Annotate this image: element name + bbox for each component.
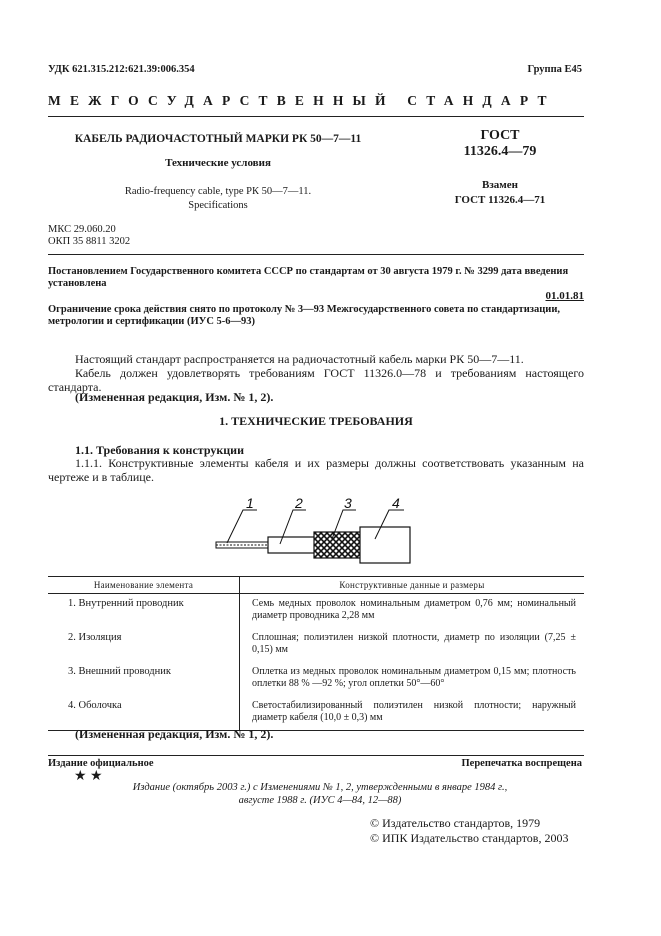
english-title-line1: Radio-frequency cable, type РК 50—7—11. [124, 186, 312, 197]
construction-table [48, 576, 584, 731]
stars-icon: ★ ★ [74, 769, 103, 784]
gost-label: ГОСТ [480, 128, 520, 143]
callout-label-2: 2 [295, 495, 303, 511]
codes-divider [48, 254, 584, 255]
replaces-value: ГОСТ 11326.4—71 [454, 194, 546, 206]
table-cell-data: Сплошная; полиэтилен низкой плотности, диаметр по изоляции (7,25 ± 0,15) мм [252, 632, 576, 655]
limitation-text: Ограничение срока действия снято по протоколу № 3—93 Межгосударственного совета по стандартизации, метрологии и сертификации (ИУС 5-6—93) [48, 304, 561, 327]
callout-label-3: 3 [344, 495, 352, 511]
effective-date: 01.01.81 [545, 290, 584, 302]
table-cell-data: Оплетка из медных проволок номинальным диаметром 0,15 мм; плотность оплетки 88 % —92 %; угол оплетки 50°—60° [252, 666, 576, 689]
okp-code: ОКП 35 8811 3202 [48, 236, 131, 247]
copyright-1979: © Издательство стандартов, 1979 [370, 816, 541, 830]
table-row [48, 662, 584, 696]
cable-cross-section-diagram [210, 494, 420, 564]
table-cell-data: Светостабилизированный полиэтилен низкой плотности; наружный диаметр кабеля (10,0 ± 0,3) мм [240, 696, 585, 731]
table-cell-element: 3. Внешний проводник [48, 662, 240, 696]
callout-label-4: 4 [392, 495, 400, 511]
edition-note [120, 781, 520, 807]
section-heading: 1. ТЕХНИЧЕСКИЕ ТРЕБОВАНИЯ [219, 414, 413, 428]
table-cell-element: 4. Оболочка [48, 696, 240, 731]
document-subtitle: Технические условия [165, 157, 271, 169]
classification-codes [48, 224, 130, 248]
gost-number [410, 128, 590, 160]
table-row [48, 628, 584, 662]
english-title-line2: Specifications [188, 200, 248, 211]
amendment-note-2: (Измененная редакция, Изм. № 1, 2). [75, 727, 274, 741]
amendment-note-1: (Измененная редакция, Изм. № 1, 2). [75, 390, 274, 404]
table-row [48, 594, 584, 629]
standard-banner: МЕЖГОСУДАРСТВЕННЫЙ СТАНДАРТ [48, 93, 556, 108]
table-cell-data: Семь медных проволок номинальным диаметром 0,76 мм; номинальный диаметр проводника 2,28 мм [252, 598, 576, 621]
header-divider [48, 116, 584, 117]
table-cell-element: 2. Изоляция [48, 628, 240, 662]
column-header-element: Наименование элемента [48, 577, 240, 594]
mks-code: МКС 29.060.20 [48, 224, 116, 235]
decree-text: Постановлением Государственного комитета СССР по стандартам от 30 августа 1979 г. № 3299 дата введения установлена [48, 266, 569, 289]
cable-sheath [360, 527, 410, 563]
edition-note-line1: Издание (октябрь 2003 г.) с Изменениями № 1, 2, утвержденными в январе 1984 г., [132, 782, 508, 793]
edition-note-line2: августе 1988 г. (ИУС 4—84, 12—88) [238, 795, 402, 806]
table-cell-element: 1. Внутренний проводник [48, 594, 240, 629]
english-title [48, 185, 388, 213]
reprint-prohibited-label: Перепечатка воспрещена [461, 758, 582, 769]
replaces-block [410, 178, 590, 208]
table-header-row [48, 577, 584, 594]
subsection-heading: 1.1. Требования к конструкции [75, 443, 245, 457]
intro-paragraph-2: Кабель должен удовлетворять требованиям ГОСТ 11326.0—78 и требованиям настоящего стандарта. [48, 366, 584, 394]
outer-conductor-braid [314, 532, 362, 558]
insulation-layer [268, 537, 316, 553]
table-row [48, 696, 584, 731]
callout-label-1: 1 [246, 495, 254, 511]
group-code: Группа Е45 [527, 64, 582, 75]
footer-divider [48, 755, 584, 756]
column-header-data: Конструктивные данные и размеры [240, 577, 585, 594]
gost-code: 11326.4—79 [463, 144, 537, 159]
leader-line-1 [227, 510, 257, 543]
inner-conductor [216, 542, 270, 548]
udc-code: УДК 621.315.212:621.39:006.354 [48, 64, 195, 75]
official-edition-label: Издание официальное [48, 758, 154, 769]
clause-text: 1.1.1. Конструктивные элементы кабеля и их размеры должны соответствовать указанным на чертеже и в таблице. [48, 456, 584, 484]
intro-paragraph-1: Настоящий стандарт распространяется на радиочастотный кабель марки РК 50—7—11. [75, 352, 524, 366]
document-title: КАБЕЛЬ РАДИОЧАСТОТНЫЙ МАРКИ РК 50—7—11 [74, 133, 362, 145]
replaces-label: Взамен [482, 179, 518, 191]
copyright-2003: © ИПК Издательство стандартов, 2003 [370, 831, 569, 845]
